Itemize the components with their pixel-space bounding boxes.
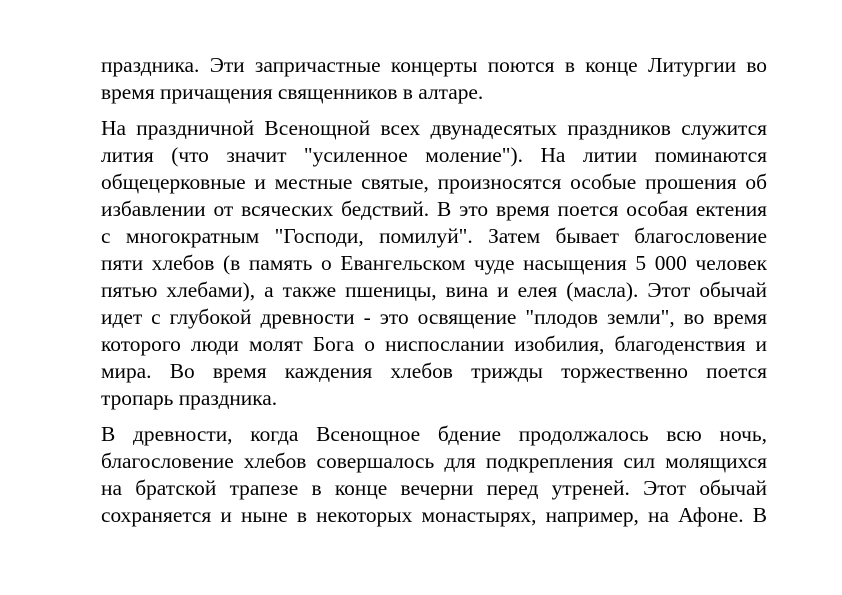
text-line: на братской трапезе в конце вечерни перед утреней. Этот обычай <box>101 476 767 500</box>
text-line: избавлении от всяческих бедствий. В это время поется особая ектения <box>101 197 767 221</box>
text-line: В древности, когда Всенощное бдение продолжалось всю ночь, <box>101 422 767 446</box>
text-line: пяти хлебов (в память о Евангельском чуде насыщения 5 000 человек <box>101 251 767 275</box>
text-line: сохраняется и ныне в некоторых монастырях, например, на Афоне. В <box>101 503 767 527</box>
paragraph-2 <box>101 115 767 412</box>
paragraph-1 <box>101 52 767 106</box>
text-line: На праздничной Всенощной всех двунадесятых праздников служится <box>101 116 767 140</box>
text-line: тропарь праздника. <box>101 386 278 410</box>
text-line: которого люди молят Бога о ниспослании изобилия, благоденствия и <box>101 332 767 356</box>
text-line: с многократным "Господи, помилуй". Затем бывает благословение <box>101 224 767 248</box>
text-line: идет с глубокой древности - это освящение "плодов земли", во время <box>101 305 767 329</box>
document-body <box>101 52 767 538</box>
text-line: общецерковные и местные святые, произносятся особые прошения об <box>101 170 767 194</box>
text-line: лития (что значит "усиленное моление"). На литии поминаются <box>101 143 767 167</box>
text-line: пятью хлебами), а также пшеницы, вина и елея (масла). Этот обычай <box>101 278 767 302</box>
text-line: время причащения священников в алтаре. <box>101 80 484 104</box>
text-line: благословение хлебов совершалось для подкрепления сил молящихся <box>101 449 767 473</box>
text-line: мира. Во время каждения хлебов трижды торжественно поется <box>101 359 767 383</box>
text-line: праздника. Эти запричастные концерты поются в конце Литургии во <box>101 53 767 77</box>
paragraph-3 <box>101 421 767 529</box>
